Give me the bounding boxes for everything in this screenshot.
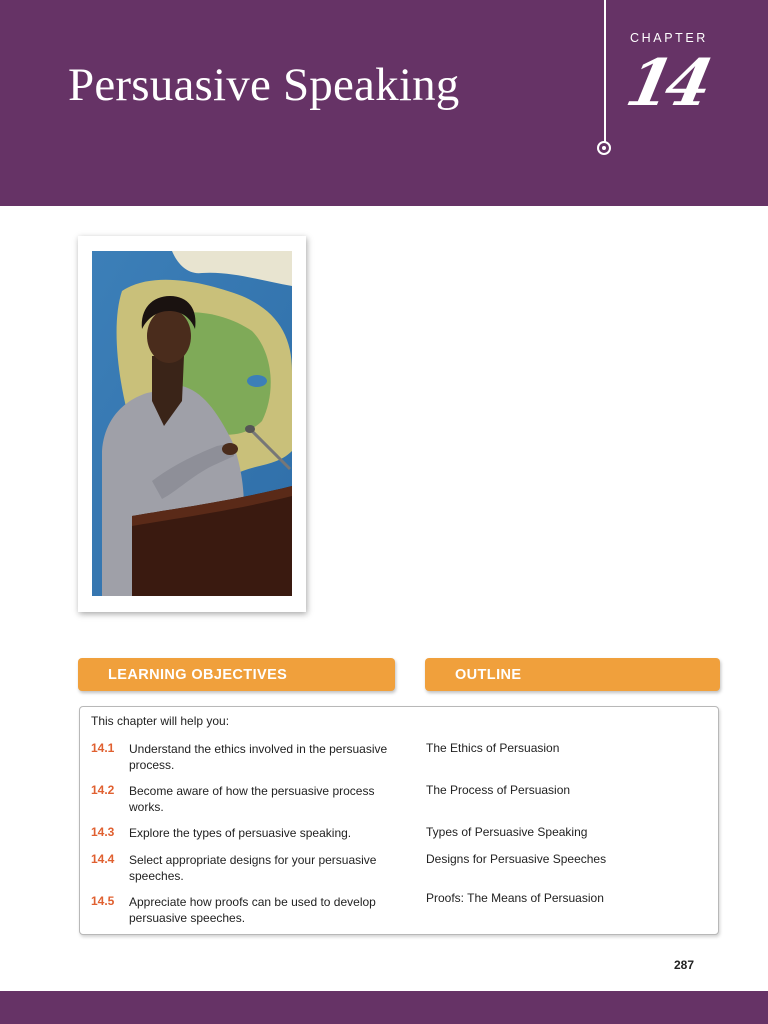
objective-number: 14.3 [91,825,115,839]
footer-band [0,991,768,1024]
outline-item: The Ethics of Persuasion [426,741,560,755]
speaker-photo [92,251,292,596]
page-number: 287 [674,958,695,972]
learning-objectives-header [78,658,395,691]
speaker-hand [222,443,238,455]
objective-number: 14.4 [91,852,115,866]
microphone-head [245,425,255,433]
objective-number: 14.5 [91,894,115,908]
header-divider-line [604,0,606,142]
objective-number: 14.2 [91,783,115,797]
learning-objectives-heading: LEARNING OBJECTIVES [108,667,288,683]
outline-item: Proofs: The Means of Persuasion [426,891,604,905]
outline-header [425,658,720,691]
objective-number: 14.1 [91,741,115,755]
outline-item: Types of Persuasive Speaking [426,825,588,839]
chapter-label: CHAPTER [630,31,708,45]
objective-text: Select appropriate designs for your persuasive speeches. [129,853,377,883]
objective-text: Become aware of how the persuasive process works. [129,784,375,814]
objectives-intro: This chapter will help you: [91,714,230,728]
chapter-title: Persuasive Speaking [68,59,460,111]
speaker-photo-frame [78,236,306,612]
header-divider-dot [597,141,611,155]
objectives-outline-box [79,706,719,935]
chapter-number: 14 [620,46,714,121]
objective-text: Appreciate how proofs can be used to develop persuasive speeches. [129,895,376,925]
objective-text: Understand the ethics involved in the persuasive process. [129,742,388,772]
objective-text: Explore the types of persuasive speaking. [129,826,352,840]
chapter-header [0,0,768,206]
speaker-face [147,309,191,363]
map-lake [247,375,267,387]
outline-item: The Process of Persuasion [426,783,571,797]
outline-heading: OUTLINE [455,667,522,683]
outline-item: Designs for Persuasive Speeches [426,852,607,866]
